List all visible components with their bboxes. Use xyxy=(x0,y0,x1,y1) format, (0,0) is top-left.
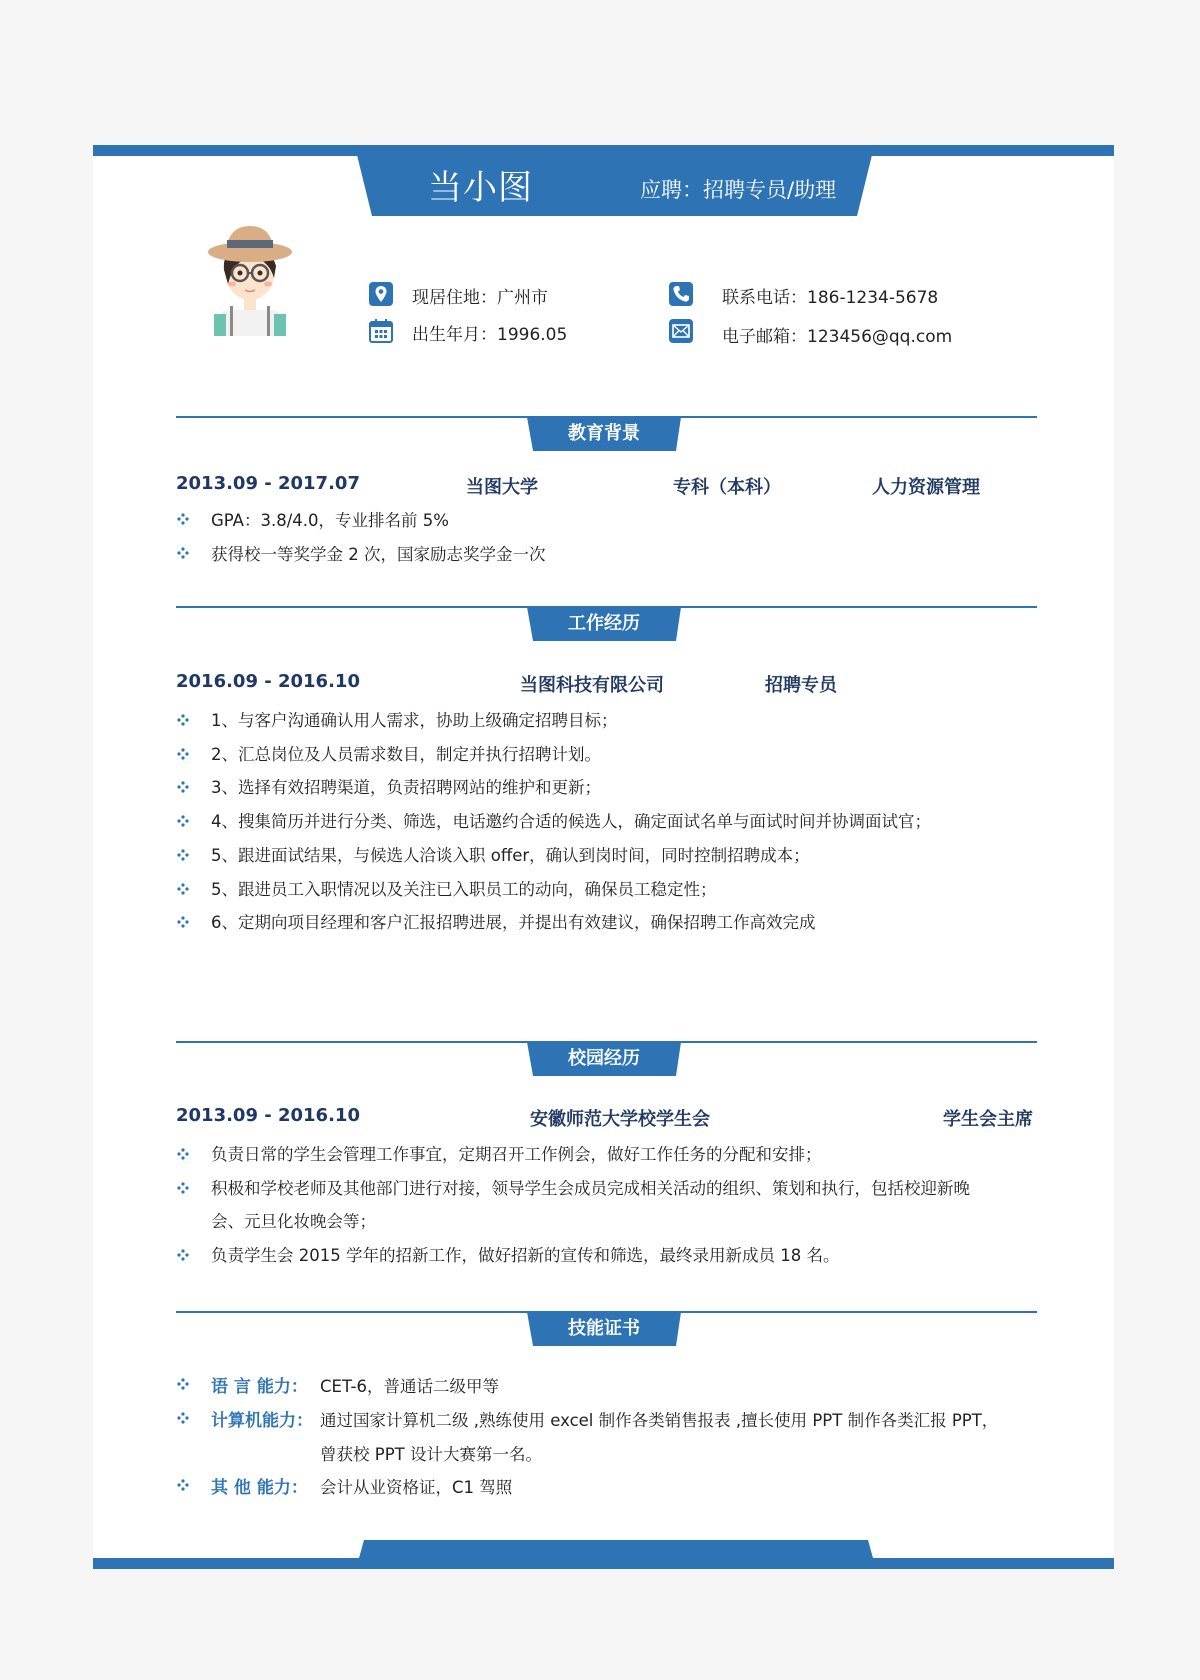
bullet-icon xyxy=(177,1182,189,1194)
campus-organization: 安徽师范大学校学生会 xyxy=(530,1109,710,1130)
campus-bullet: 负责学生会 2015 学年的招新工作，做好招新的宣传和筛选，最终录用新成员 18 名。 xyxy=(211,1246,840,1265)
applied-position: 应聘：招聘专员/助理 xyxy=(640,178,837,202)
email-address: 电子邮箱：123456@qq.com xyxy=(722,327,953,347)
residence: 现居住地：广州市 xyxy=(412,288,548,308)
bullet-icon xyxy=(177,916,189,928)
work-bullet: 3、选择有效招聘渠道，负责招聘网站的维护和更新； xyxy=(211,778,601,797)
bullet-icon xyxy=(177,714,189,726)
bullet-icon xyxy=(177,781,189,793)
phone-icon xyxy=(669,282,693,306)
campus-bullet-continued: 会、元旦化妆晚会等； xyxy=(211,1212,376,1231)
bullet-icon xyxy=(177,1148,189,1160)
skill-value-other: 会计从业资格证，C1 驾照 xyxy=(320,1478,513,1497)
bullet-icon xyxy=(177,1378,189,1390)
avatar xyxy=(200,218,300,336)
calendar-icon xyxy=(369,319,393,343)
candidate-name: 当小图 xyxy=(428,168,533,208)
work-bullet: 1、与客户沟通确认用人需求，协助上级确定招聘目标； xyxy=(211,711,618,730)
campus-period: 2013.09 - 2016.10 xyxy=(176,1105,360,1126)
location-icon xyxy=(369,282,393,306)
skill-label-computer: 计算机能力： xyxy=(211,1411,313,1431)
work-company: 当图科技有限公司 xyxy=(520,675,664,696)
work-bullet: 6、定期向项目经理和客户汇报招聘进展，并提出有效建议，确保招聘工作高效完成 xyxy=(211,913,816,932)
bullet-icon xyxy=(177,1412,189,1424)
work-bullet: 5、跟进面试结果，与候选人洽谈入职 offer，确认到岗时间，同时控制招聘成本； xyxy=(211,846,810,865)
bullet-icon xyxy=(177,748,189,760)
skill-value-language: CET-6，普通话二级甲等 xyxy=(320,1377,499,1396)
header-banner xyxy=(0,0,1200,240)
section-title-skills: 技能证书 xyxy=(568,1318,640,1339)
work-period: 2016.09 - 2016.10 xyxy=(176,671,360,692)
footer-banner xyxy=(0,1530,1200,1580)
campus-bullet: 积极和学校老师及其他部门进行对接，领导学生会成员完成相关活动的组织、策划和执行，包括校迎新晚 xyxy=(211,1179,970,1198)
bullet-icon xyxy=(177,1249,189,1261)
campus-role: 学生会主席 xyxy=(943,1109,1033,1130)
section-title-work: 工作经历 xyxy=(568,613,640,634)
skill-value-computer-continued: 曾获校 PPT 设计大赛第一名。 xyxy=(320,1445,542,1464)
campus-bullet: 负责日常的学生会管理工作事宜，定期召开工作例会，做好工作任务的分配和安排； xyxy=(211,1145,822,1164)
bullet-icon xyxy=(177,1479,189,1491)
bullet-icon xyxy=(177,547,189,559)
education-degree: 专科（本科） xyxy=(673,477,781,498)
education-school: 当图大学 xyxy=(466,477,538,498)
phone-number: 联系电话：186-1234-5678 xyxy=(722,288,939,308)
education-major: 人力资源管理 xyxy=(872,477,980,498)
skill-label-language: 语 言 能力： xyxy=(211,1377,308,1397)
bullet-icon xyxy=(177,883,189,895)
mail-icon xyxy=(669,319,693,343)
education-bullet: GPA：3.8/4.0，专业排名前 5% xyxy=(211,511,449,530)
education-period: 2013.09 - 2017.07 xyxy=(176,473,360,494)
work-bullet: 4、搜集简历并进行分类、筛选，电话邀约合适的候选人，确定面试名单与面试时间并协调面试官； xyxy=(211,812,931,831)
skill-value-computer: 通过国家计算机二级 ,熟练使用 excel 制作各类销售报表 ,擅长使用 PPT 制作各类汇报 PPT， xyxy=(320,1411,999,1430)
work-bullet: 2、汇总岗位及人员需求数目，制定并执行招聘计划。 xyxy=(211,745,601,764)
work-bullet: 5、跟进员工入职情况以及关注已入职员工的动向，确保员工稳定性； xyxy=(211,880,717,899)
section-title-campus: 校园经历 xyxy=(568,1048,640,1069)
section-title-education: 教育背景 xyxy=(568,423,640,444)
bullet-icon xyxy=(177,815,189,827)
education-bullet: 获得校一等奖学金 2 次，国家励志奖学金一次 xyxy=(211,545,546,564)
bullet-icon xyxy=(177,513,189,525)
skill-label-other: 其 他 能力： xyxy=(211,1478,308,1498)
work-position: 招聘专员 xyxy=(765,675,837,696)
bullet-icon xyxy=(177,849,189,861)
birth-date: 出生年月：1996.05 xyxy=(412,325,568,345)
